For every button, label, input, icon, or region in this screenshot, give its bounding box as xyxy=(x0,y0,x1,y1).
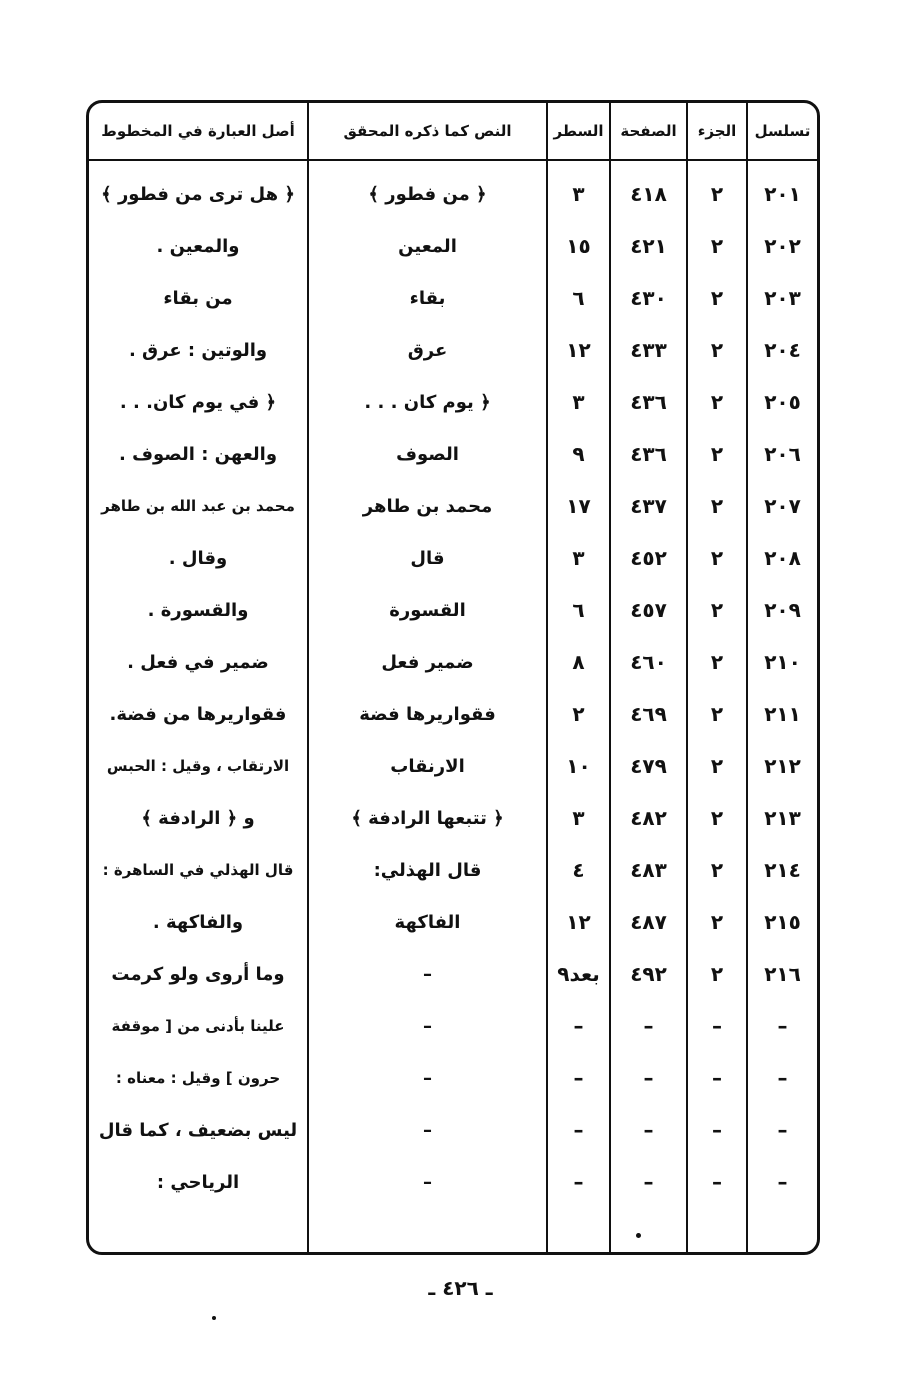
cell-editor-text: الصوف xyxy=(396,443,459,465)
cell-editor-text: المعين xyxy=(398,235,457,257)
header-original: أصل العبارة في المخطوط xyxy=(101,122,295,140)
cell-editor-text: القسورة xyxy=(389,599,466,621)
ink-dot xyxy=(212,1316,216,1320)
cell-page: ٤٨٣ xyxy=(630,858,667,882)
cell-serial: ٢١٥ xyxy=(764,910,801,934)
cell-part: ٢ xyxy=(710,962,724,986)
cell-line: – xyxy=(573,1014,584,1038)
table-row xyxy=(89,272,817,324)
cell-editor-text: عرق xyxy=(407,339,448,361)
cell-original: علينا بأدنى من [ موقفة xyxy=(111,1017,285,1035)
cell-original: من بقاء xyxy=(163,287,233,309)
cell-page: ٤٣٣ xyxy=(630,338,667,362)
header-serial: تسلسل xyxy=(754,122,811,140)
cell-original: و ﴿ الرادفة ﴾ xyxy=(141,807,255,829)
cell-editor-text: قال xyxy=(410,547,445,569)
cell-part: ٢ xyxy=(710,806,724,830)
table-row xyxy=(89,792,817,844)
cell-serial: ٢٠٢ xyxy=(764,234,801,258)
table-row xyxy=(89,168,817,220)
table-row xyxy=(89,480,817,532)
table-row xyxy=(89,376,817,428)
cell-serial: ٢٠٩ xyxy=(764,598,801,622)
cell-line: ٦ xyxy=(572,286,585,310)
cell-line: ٢ xyxy=(572,702,585,726)
cell-original: وقال . xyxy=(168,547,228,569)
table-row xyxy=(89,584,817,636)
cell-line: – xyxy=(573,1118,584,1142)
cell-original: حرون ] وقيل : معناه : xyxy=(115,1069,281,1087)
cell-part: ٢ xyxy=(710,182,724,206)
cell-part: – xyxy=(712,1066,722,1090)
cell-original: قال الهذلي في الساهرة : xyxy=(102,861,294,879)
cell-line: – xyxy=(573,1170,584,1194)
cell-part: ٢ xyxy=(710,390,724,414)
cell-page: ٤٨٢ xyxy=(630,806,667,830)
cell-part: – xyxy=(712,1170,722,1194)
cell-original: الارتقاب ، وقيل : الحبس xyxy=(106,757,290,775)
cell-line: ١٠ xyxy=(566,754,591,778)
table-row xyxy=(89,324,817,376)
cell-original: ﴿ هل ترى من فطور ﴾ xyxy=(101,183,295,205)
cell-editor-text: ضمير فعل xyxy=(381,651,474,673)
cell-part: – xyxy=(712,1118,722,1142)
cell-editor-text: قال الهذلي: xyxy=(373,859,482,881)
table-row xyxy=(89,1156,817,1208)
cell-editor-text: ﴿ يوم كان . . . xyxy=(364,391,491,413)
cell-serial: ٢١٢ xyxy=(764,754,801,778)
header-divider xyxy=(89,159,817,161)
cell-editor-text: ﴿ من فطور ﴾ xyxy=(368,183,487,205)
table-frame xyxy=(86,100,820,1255)
table-row xyxy=(89,1104,817,1156)
header-part: الجزء xyxy=(697,122,737,140)
cell-serial: ٢١٦ xyxy=(764,962,801,986)
table-row xyxy=(89,740,817,792)
cell-part: ٢ xyxy=(710,338,724,362)
cell-part: ٢ xyxy=(710,442,724,466)
cell-editor-text: الفاكهة xyxy=(394,911,461,933)
cell-serial: ٢٠١ xyxy=(764,182,801,206)
cell-part: ٢ xyxy=(710,286,724,310)
cell-part: ٢ xyxy=(710,754,724,778)
cell-page: ٤٦٠ xyxy=(630,650,667,674)
cell-editor-text: – xyxy=(423,1171,432,1193)
cell-original: والعهن : الصوف . xyxy=(118,443,278,465)
cell-original: والمعين . xyxy=(156,235,240,257)
table-row xyxy=(89,844,817,896)
cell-part: – xyxy=(712,1014,722,1038)
cell-serial: ٢٠٣ xyxy=(764,286,801,310)
cell-original: والفاكهة . xyxy=(152,911,244,933)
cell-page: – xyxy=(643,1014,654,1038)
cell-line: ١٢ xyxy=(566,338,591,362)
cell-line: – xyxy=(573,1066,584,1090)
cell-part: ٢ xyxy=(710,858,724,882)
cell-line: ٨ xyxy=(572,650,585,674)
cell-serial: – xyxy=(777,1014,788,1038)
cell-page: – xyxy=(643,1118,654,1142)
cell-serial: ٢٠٤ xyxy=(764,338,801,362)
cell-line: ١٢ xyxy=(566,910,591,934)
table-row xyxy=(89,428,817,480)
cell-serial: ٢٠٦ xyxy=(764,442,801,466)
cell-part: ٢ xyxy=(710,546,724,570)
cell-line: ٩ xyxy=(572,442,585,466)
cell-line: ٣ xyxy=(572,390,585,414)
cell-serial: ٢٠٧ xyxy=(764,494,801,518)
cell-page: ٤٥٢ xyxy=(630,546,667,570)
cell-page: ٤٢١ xyxy=(630,234,667,258)
cell-page: ٤٣٦ xyxy=(630,442,667,466)
cell-original: وما أروى ولو كرمت xyxy=(111,963,285,985)
table-body xyxy=(89,168,817,1208)
cell-line: ٣ xyxy=(572,182,585,206)
table-row xyxy=(89,532,817,584)
cell-serial: – xyxy=(777,1118,788,1142)
cell-line: بعد٩ xyxy=(557,962,600,986)
cell-editor-text: – xyxy=(423,1015,432,1037)
cell-editor-text: – xyxy=(423,1119,432,1141)
cell-serial: – xyxy=(777,1066,788,1090)
cell-editor-text: – xyxy=(423,963,432,985)
cell-page: – xyxy=(643,1066,654,1090)
cell-line: ٦ xyxy=(572,598,585,622)
cell-page: ٤٦٩ xyxy=(630,702,667,726)
cell-line: ٣ xyxy=(572,546,585,570)
cell-part: ٢ xyxy=(710,494,724,518)
cell-line: ٣ xyxy=(572,806,585,830)
cell-line: ١٥ xyxy=(566,234,591,258)
cell-page: ٤٥٧ xyxy=(630,598,667,622)
cell-serial: ٢١٤ xyxy=(764,858,801,882)
cell-editor-text: بقاء xyxy=(409,287,446,309)
cell-serial: ٢١١ xyxy=(764,702,801,726)
table-row xyxy=(89,1052,817,1104)
header-editor-text: النص كما ذكره المحقق xyxy=(343,122,512,140)
cell-serial: ٢٠٨ xyxy=(764,546,801,570)
cell-serial: ٢١٣ xyxy=(764,806,801,830)
cell-part: ٢ xyxy=(710,650,724,674)
cell-part: ٢ xyxy=(710,234,724,258)
cell-original: فقواريرها من فضة. xyxy=(109,703,287,725)
table-row xyxy=(89,896,817,948)
cell-page: ٤٧٩ xyxy=(630,754,667,778)
cell-editor-text: – xyxy=(423,1067,432,1089)
cell-page: ٤٣٠ xyxy=(630,286,667,310)
cell-page: ٤١٨ xyxy=(630,182,667,206)
cell-editor-text: الارنقاب xyxy=(390,755,465,777)
cell-editor-text: محمد بن طاهر xyxy=(362,495,493,517)
page-number: ـ ٤٢٦ ـ xyxy=(428,1276,493,1300)
cell-serial: ٢١٠ xyxy=(764,650,801,674)
cell-page: ٤٣٦ xyxy=(630,390,667,414)
ink-dot xyxy=(636,1233,641,1238)
cell-page: ٤٣٧ xyxy=(630,494,667,518)
table-row xyxy=(89,1000,817,1052)
header-line: السطر xyxy=(553,122,604,140)
cell-editor-text: فقواريرها فضة xyxy=(359,703,496,725)
cell-serial: ٢٠٥ xyxy=(764,390,801,414)
cell-line: ٤ xyxy=(572,858,585,882)
cell-original: ليس بضعيف ، كما قال xyxy=(98,1119,298,1141)
cell-original: محمد بن عبد الله بن طاهر xyxy=(101,497,295,515)
cell-serial: – xyxy=(777,1170,788,1194)
cell-part: ٢ xyxy=(710,702,724,726)
cell-editor-text: ﴿ تتبعها الرادفة ﴾ xyxy=(351,807,504,829)
cell-original: ﴿ في يوم كان. . . xyxy=(119,391,277,413)
cell-part: ٢ xyxy=(710,910,724,934)
cell-line: ١٧ xyxy=(566,494,591,518)
table-row xyxy=(89,688,817,740)
cell-part: ٢ xyxy=(710,598,724,622)
cell-page: ٤٨٧ xyxy=(630,910,667,934)
header-page: الصفحة xyxy=(620,122,677,140)
table-row xyxy=(89,636,817,688)
cell-page: – xyxy=(643,1170,654,1194)
cell-original: الرياحي : xyxy=(156,1171,240,1193)
cell-original: والقسورة . xyxy=(147,599,249,621)
table-row xyxy=(89,948,817,1000)
cell-original: والوتين : عرق . xyxy=(128,339,268,361)
cell-page: ٤٩٢ xyxy=(630,962,667,986)
cell-original: ضمير في فعل . xyxy=(127,651,269,673)
table-row xyxy=(89,220,817,272)
